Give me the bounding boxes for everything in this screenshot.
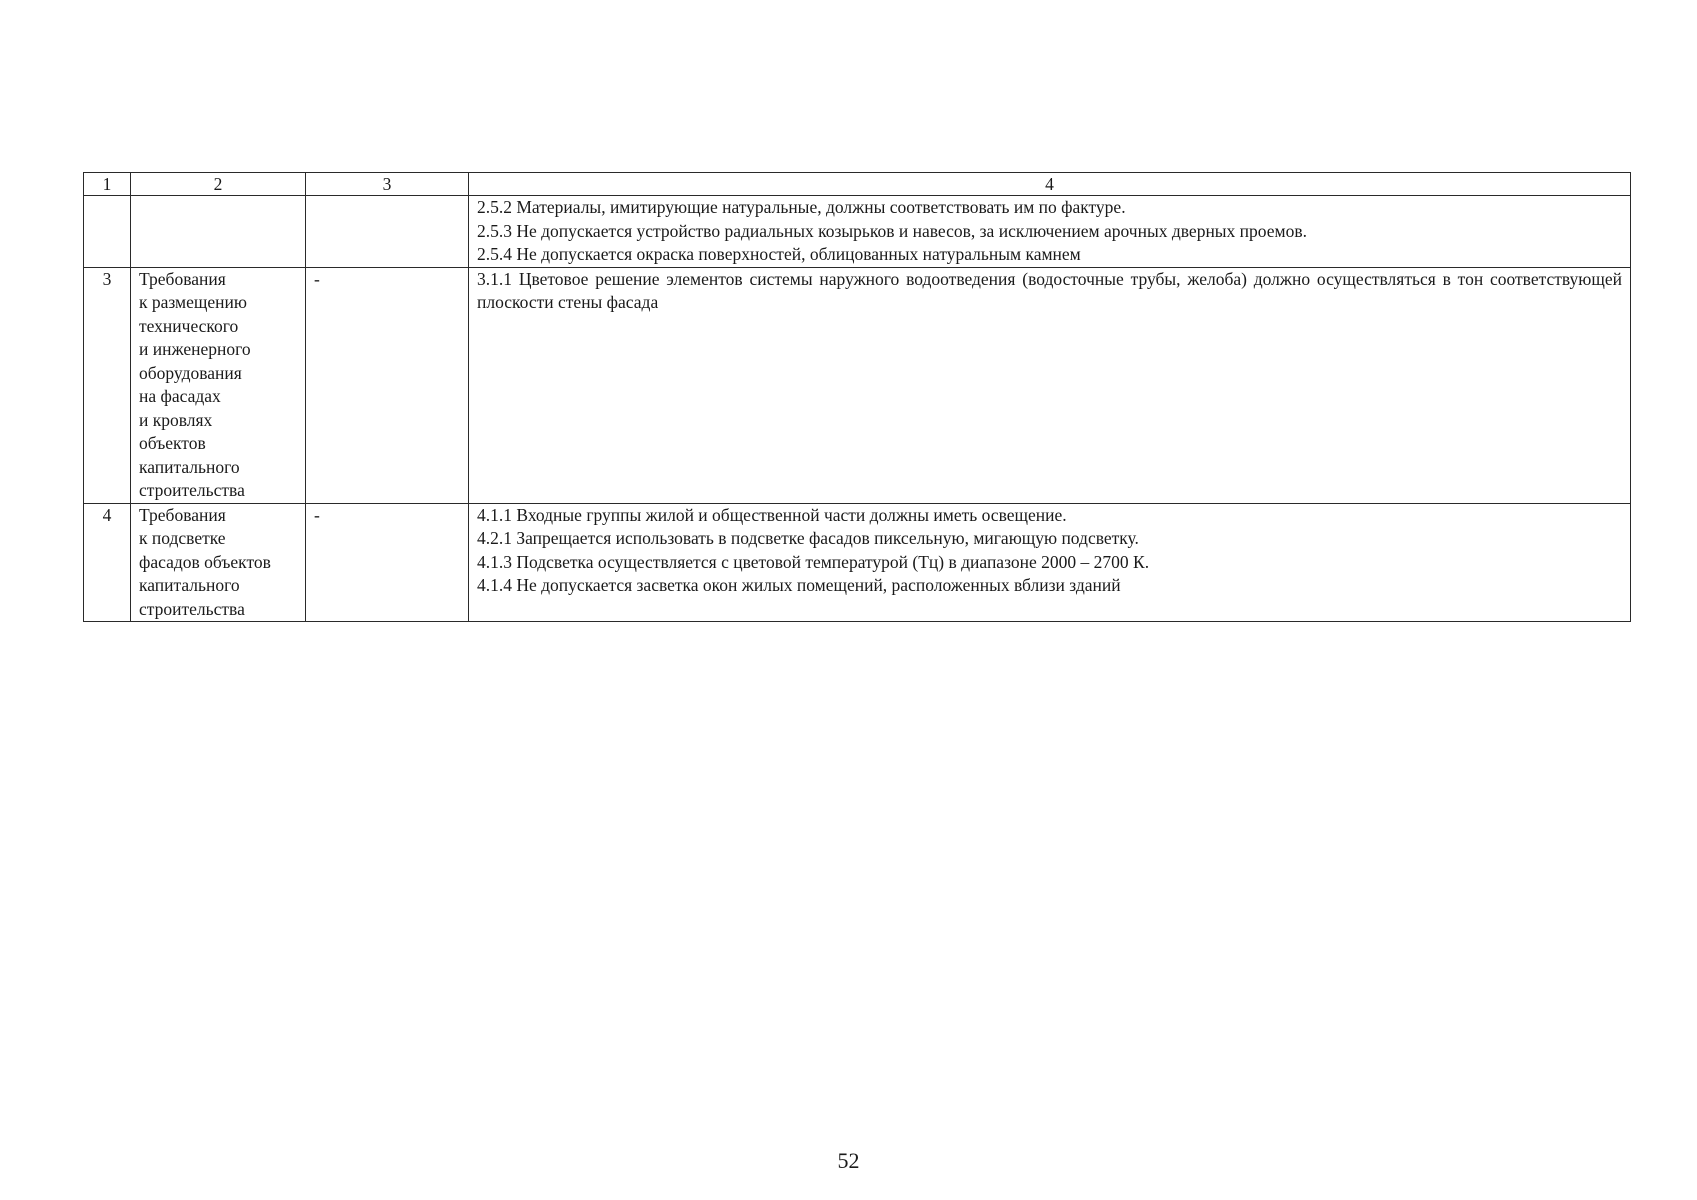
row-title-line: на фасадах xyxy=(139,386,221,406)
requirement-2-5-4: 2.5.4 Не допускается окраска поверхностей, облицованных натуральным камнем xyxy=(477,244,1081,264)
requirement-4-1-1: 4.1.1 Входные группы жилой и общественной части должны иметь освещение. xyxy=(477,504,1067,525)
row-title-line: строительства xyxy=(139,480,245,500)
row-title-line: оборудования xyxy=(139,362,242,383)
row-text-cell xyxy=(469,503,1631,622)
row-col3-dash: - xyxy=(306,503,469,622)
header-cell-1: 1 xyxy=(84,173,131,196)
row-title-line: строительства xyxy=(139,598,245,619)
row-title-line: к размещению xyxy=(139,292,247,312)
table-row-continuation xyxy=(84,196,1631,268)
requirement-2-5-2: 2.5.2 Материалы, имитирующие натуральные, должны соответствовать им по фактуре. xyxy=(477,197,1126,217)
table-header-row xyxy=(84,173,1631,196)
requirement-2-5-3: 2.5.3 Не допускается устройство радиальных козырьков и навесов, за исключением арочных дверных проемов. xyxy=(477,220,1307,241)
row-title-line: и кровлях xyxy=(139,409,213,430)
row-title-line: технического xyxy=(139,315,239,336)
row-title-line: фасадов объектов xyxy=(139,551,271,572)
row-title-cell xyxy=(131,267,306,503)
row-title-line: к подсветке xyxy=(139,528,226,548)
header-cell-3: 3 xyxy=(306,173,469,196)
continuation-num-cell xyxy=(84,196,131,268)
row-text-cell xyxy=(469,267,1631,503)
header-cell-4: 4 xyxy=(469,173,1631,196)
row-title-line: и инженерного xyxy=(139,339,251,359)
continuation-col3-cell xyxy=(306,196,469,268)
continuation-name-cell xyxy=(131,196,306,268)
row-title-line: капитального xyxy=(139,575,240,595)
page-number: 52 xyxy=(837,1148,860,1173)
table-row-3 xyxy=(84,267,1631,503)
requirements-table xyxy=(83,172,1631,622)
continuation-text-cell xyxy=(469,196,1631,268)
row-col3-dash: - xyxy=(306,267,469,503)
row-title-line: капитального xyxy=(139,456,240,477)
row-title-line: объектов xyxy=(139,433,206,453)
requirement-4-1-4: 4.1.4 Не допускается засветка окон жилых помещений, расположенных вблизи зданий xyxy=(477,575,1121,595)
header-cell-2: 2 xyxy=(131,173,306,196)
row-title-line: Требования xyxy=(139,268,226,289)
row-title-line: Требования xyxy=(139,504,226,525)
requirement-4-2-1: 4.2.1 Запрещается использовать в подсветке фасадов пиксельную, мигающую подсветку. xyxy=(477,528,1139,548)
row-number: 4 xyxy=(84,503,131,622)
requirement-3-1-1: 3.1.1 Цветовое решение элементов системы наружного водоотведения (водосточные трубы, желоба) должно осуществляться в тон соответствующей плоскости стены фасада xyxy=(477,268,1622,312)
row-number: 3 xyxy=(84,267,131,503)
requirement-4-1-3: 4.1.3 Подсветка осуществляется с цветовой температурой (Тц) в диапазоне 2000 – 2700 К. xyxy=(477,551,1150,572)
table-row-4 xyxy=(84,503,1631,622)
row-title-cell xyxy=(131,503,306,622)
